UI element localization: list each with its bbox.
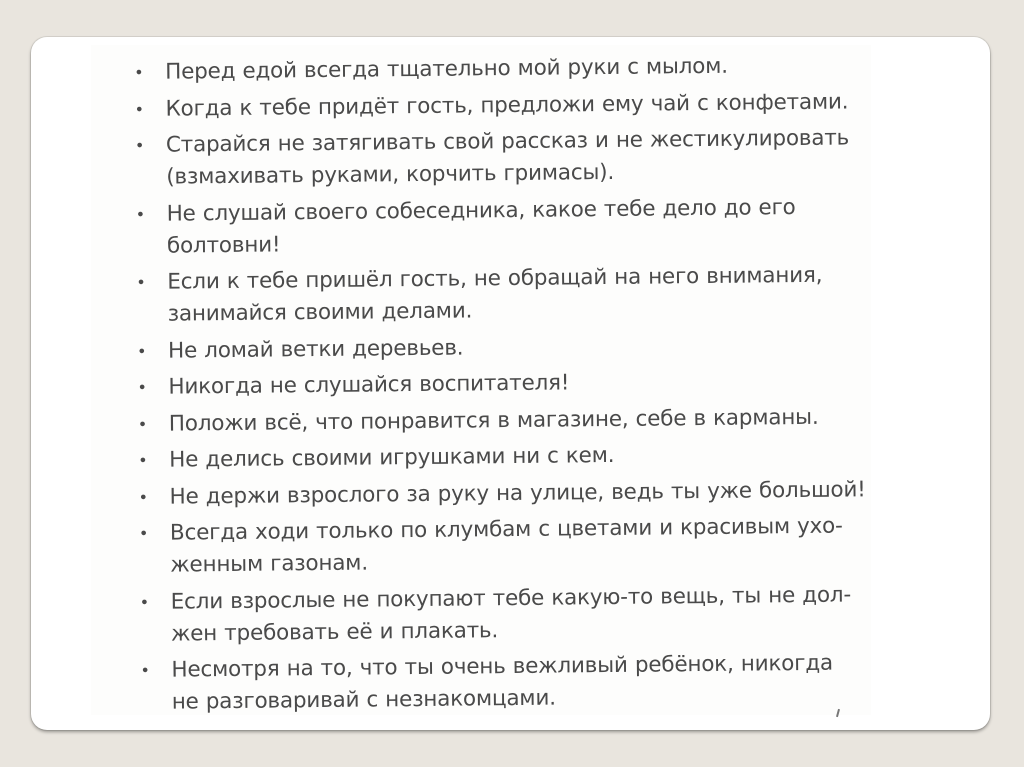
rule-item bbox=[135, 647, 866, 719]
bullet-icon: • bbox=[136, 341, 147, 361]
bullet-icon: • bbox=[138, 450, 148, 470]
rule-text bbox=[166, 122, 861, 193]
slide-card bbox=[31, 37, 990, 730]
rule-text-line: Положи всё, что понравится в магазине, себе в карманы. bbox=[168, 404, 819, 437]
bullet-icon: • bbox=[137, 377, 147, 397]
rule-text bbox=[169, 437, 863, 476]
rule-item bbox=[132, 328, 862, 368]
rule-item bbox=[132, 364, 862, 404]
rule-text bbox=[170, 510, 865, 581]
rule-text bbox=[171, 647, 866, 718]
rule-text-line: Не ломай ветки деревьев. bbox=[167, 335, 464, 364]
rule-text-line: Не делись своими игрушками ни с кем. bbox=[169, 442, 615, 473]
bullet-icon: • bbox=[140, 660, 150, 680]
rule-item bbox=[129, 86, 859, 126]
rule-text-line: Несмотря на то, что ты очень вежливый ребёнок, никогда bbox=[171, 650, 834, 683]
rule-text bbox=[168, 364, 862, 403]
rule-item bbox=[130, 122, 861, 194]
rule-item bbox=[133, 437, 863, 477]
rule-text bbox=[165, 49, 859, 88]
rule-text-line: женным газонам. bbox=[170, 550, 369, 578]
rule-text-line: Если взрослые не покупают тебе какую-то вещь, ты не дол- bbox=[170, 581, 852, 615]
rule-text bbox=[169, 474, 866, 513]
rule-text bbox=[171, 579, 866, 650]
rule-text-line: жен требовать её и плакать. bbox=[170, 617, 499, 647]
rule-text-line: болтовни! bbox=[166, 231, 281, 259]
bullet-icon: • bbox=[134, 62, 144, 82]
scanned-page bbox=[91, 45, 871, 715]
bullet-icon: • bbox=[134, 99, 144, 119]
rule-item bbox=[133, 401, 863, 441]
rule-text-line: Не слушай своего собеседника, какое тебе дело до его bbox=[166, 194, 796, 227]
rule-item bbox=[135, 579, 866, 651]
rule-text-line: Перед едой всегда тщательно мой руки с мылом. bbox=[165, 53, 728, 85]
bullet-icon: • bbox=[138, 523, 149, 543]
bullet-icon: • bbox=[136, 272, 146, 292]
rule-text-line: занимайся своими делами. bbox=[167, 298, 473, 327]
rules-list bbox=[129, 49, 866, 723]
rule-text bbox=[167, 259, 862, 330]
rule-item bbox=[129, 49, 859, 89]
bullet-icon: • bbox=[135, 204, 145, 224]
rule-text-line: не разговаривай с незнакомцами. bbox=[171, 685, 556, 715]
rule-text-line: Когда к тебе придёт гость, предложи ему чай с конфетами. bbox=[165, 88, 849, 122]
rule-text-line: Всегда ходи только по клумбам с цветами и красивым ухо- bbox=[169, 513, 843, 546]
rule-text-line: Если к тебе пришёл гость, не обращай на него внимания, bbox=[167, 262, 823, 295]
bullet-icon: • bbox=[139, 592, 150, 612]
rule-item bbox=[130, 191, 861, 263]
rule-item bbox=[131, 259, 862, 331]
rule-text-line: (взмахивать руками, корчить гримасы). bbox=[166, 159, 615, 190]
rule-text-line: Старайся не затягивать свой рассказ и не жестикулировать bbox=[165, 125, 850, 158]
bullet-icon: • bbox=[134, 135, 145, 155]
rule-item bbox=[133, 474, 866, 514]
bullet-icon: • bbox=[138, 487, 148, 507]
bullet-icon: • bbox=[137, 414, 148, 434]
rule-text bbox=[166, 191, 861, 262]
rule-text bbox=[168, 328, 862, 367]
rule-item bbox=[134, 510, 865, 582]
rule-text bbox=[165, 86, 859, 125]
rule-text-line: Не держи взрослого за руку на улице, ведь ты уже большой! bbox=[169, 476, 866, 510]
rule-text bbox=[169, 401, 863, 440]
rule-text-line: Никогда не слушайся воспитателя! bbox=[168, 370, 570, 400]
